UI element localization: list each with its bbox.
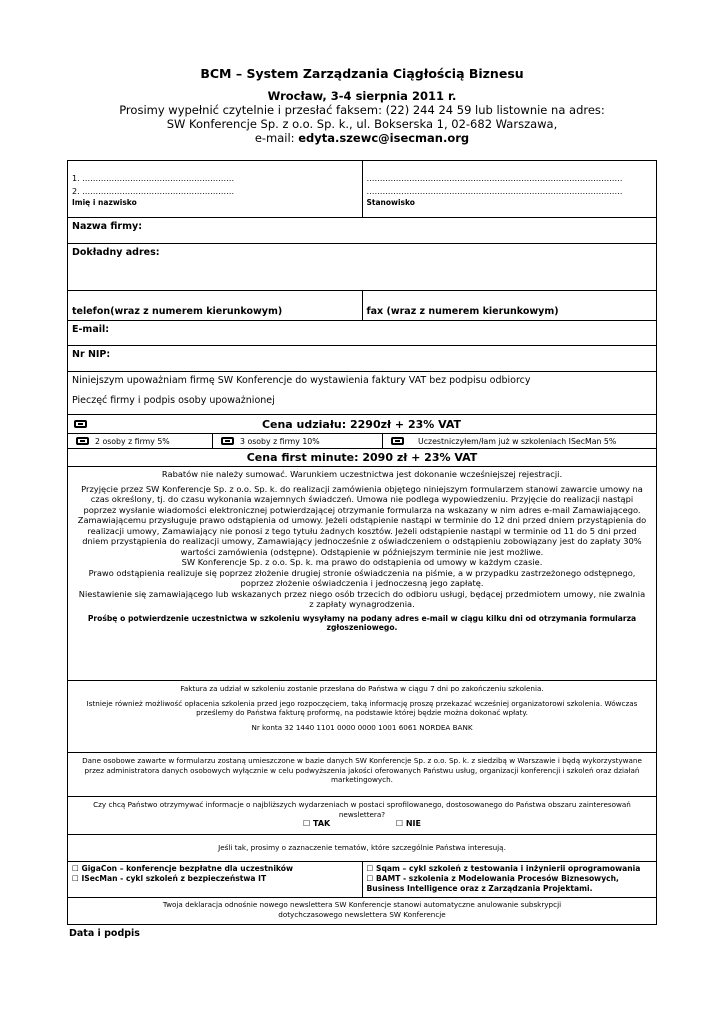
- discount-2-label: 3 osoby z firmy 10%: [240, 436, 320, 446]
- invoice-section: [68, 681, 656, 753]
- phone-fax-row: [68, 291, 656, 321]
- phone-field[interactable]: [68, 291, 362, 320]
- first-minute-row: [68, 449, 656, 467]
- terms-withdrawal: Prawo odstąpienia realizuje się poprzez złożenie drugiej stronie oświadczenia na piśmie, a w przypadku zastrzeżonego odstępnego, poprzez złożenie oświadczenia i jednoczesną jego zapłatę.: [88, 567, 636, 588]
- gigacon-label: GigaCon – konferencje bezpłatne dla uczestników: [81, 864, 294, 873]
- company-field[interactable]: [68, 218, 656, 244]
- instructions-line2: SW Konferencje Sp. z o.o. Sp. k., ul. Bokserska 1, 02-682 Warszawa,: [166, 117, 558, 131]
- position-label: Stanowisko: [366, 198, 415, 207]
- topics-left: [68, 862, 362, 897]
- position-cell[interactable]: [362, 161, 657, 217]
- newsletter-no-option[interactable]: [396, 819, 421, 828]
- bank-account: Nr konta 32 1440 1101 0000 0000 1001 6061 NORDEA BANK: [251, 722, 473, 732]
- yes-label: TAK: [313, 819, 331, 828]
- discount-option-1[interactable]: [68, 434, 212, 448]
- address-label: Dokładny adres:: [72, 247, 160, 258]
- topic-bamt[interactable]: [367, 874, 653, 894]
- no-label: NIE: [405, 819, 421, 828]
- discount-option-2[interactable]: [212, 434, 382, 448]
- phone-label: telefon(wraz z numerem kierunkowym): [72, 306, 283, 317]
- isecman-checkbox-icon[interactable]: ☐: [72, 874, 79, 883]
- main-price: Cena udziału: 2290zł + 23% VAT: [261, 417, 462, 431]
- discount-2-checkbox[interactable]: [221, 437, 234, 445]
- instructions-line1: Prosimy wypełnić czytelnie i przesłać faksem: (22) 244 24 59 lub listownie na adres:: [119, 103, 605, 117]
- terms-no-show: Niestawienie się zamawiającego lub wskazanych przez niego osób trzecich do odbioru usługi, będącej przedmiotem umowy, nie zwalnia z zapłaty wynagrodzenia.: [78, 588, 646, 609]
- gigacon-checkbox-icon[interactable]: ☐: [72, 864, 79, 873]
- company-label: Nazwa firmy:: [72, 221, 143, 232]
- position-line-1: ……………………………………………………………………………………: [366, 174, 623, 183]
- discount-1-checkbox[interactable]: [76, 437, 89, 445]
- document-header: [0, 66, 724, 145]
- name-label: Imię i nazwisko: [72, 198, 137, 207]
- topic-isecman[interactable]: [72, 874, 358, 884]
- topics-prompt-row: [68, 835, 656, 862]
- contact-email: edyta.szewc@isecman.org: [298, 131, 470, 145]
- isecman-label: ISecMan - cykl szkoleń z bezpieczeństwa IT: [81, 874, 267, 883]
- price-checkbox[interactable]: [74, 420, 87, 428]
- fax-field[interactable]: [362, 291, 657, 320]
- topics-right: [362, 862, 657, 897]
- invoice-prepay-note: Istnieje również możliwość opłacenia szkolenia przed jego rozpoczęciem, taką informację proszę przekazać wcześniej organizatorowi szkolenia. Wówczas prześlemy do Państwa fakturę proformę, na podstawie której będzie można dokonać wpłaty.: [86, 698, 638, 717]
- document-title: BCM – System Zarządzania Ciągłością Biznesu: [200, 66, 524, 81]
- email-prefix: e-mail:: [254, 131, 299, 145]
- discount-3-checkbox[interactable]: [391, 437, 404, 445]
- authorization-text: Niniejszym upoważniam firmę SW Konferencje do wystawienia faktury VAT bez podpisu odbiorcy: [72, 375, 531, 386]
- signature-label: Data i podpis: [69, 928, 140, 939]
- event-date: Wrocław, 3-4 sierpnia 2011 r.: [267, 89, 457, 103]
- topic-gigacon[interactable]: [72, 864, 358, 874]
- discount-row: [68, 434, 656, 449]
- authorization-row: [68, 372, 656, 415]
- terms-section: [68, 467, 656, 681]
- name-line-2: 2. …………………………………………………: [72, 187, 235, 196]
- nip-field[interactable]: [68, 346, 656, 372]
- newsletter-yes-option[interactable]: [303, 819, 330, 828]
- sqam-label: Sqam – cykl szkoleń z testowania i inżynierii oprogramowania: [375, 864, 641, 873]
- terms-discount-note: Rabatów nie należy sumować. Warunkiem uczestnictwa jest dokonanie wcześniejszej rejestracji.: [161, 469, 563, 479]
- name-position-row: [68, 161, 656, 218]
- discount-3-label: Uczestniczyłem/łam już w szkoleniach ISecMan 5%: [418, 436, 617, 446]
- name-line-1: 1. …………………………………………………: [72, 174, 235, 183]
- first-minute-price: Cena first minute: 2090 zł + 23% VAT: [246, 451, 478, 464]
- stamp-label: Pieczęć firmy i podpis osoby upoważnionej: [72, 395, 275, 406]
- newsletter-question-row: [68, 797, 656, 835]
- main-price-row: [68, 415, 656, 434]
- fax-label: fax (wraz z numerem kierunkowym): [366, 306, 559, 317]
- newsletter-cancel-row: [68, 898, 656, 924]
- terms-confirmation: Prośbę o potwierdzenie uczestnictwa w szkoleniu wysyłamy na podany adres e-mail w ciągu kilku dni od otrzymania formularza zgłoszeniowego.: [87, 613, 637, 632]
- terms-contract: Przyjęcie przez SW Konferencje Sp. z o.o. Sp. k. do realizacji zamówienia objętego niniejszym formularzem stanowi zawarcie umowy na czas określony, tj. do czasu wykonania wzajemnych świadczeń. Umowa nie podlega wypowiedzeniu. Przyjęcie do realizacji nastąpi poprzez wysłanie wiadomości elektronicznej potwierdzającej otrzymanie formularza na wskazany w nim adres e-mail Zamawiającego. Zamawiającemu przysługuje prawo odstąpienia od umowy. Jeżeli odstąpienie nastąpi w terminie do 12 dni przed dniem przystąpienia do realizacji umowy, Zamawiający nie ponosi z tego tytułu żadnych kosztów. Jeżeli odstąpienie nastąpi w terminie od 11 do 5 dni przed dniem przystąpienia do realizacji umowy, Zamawiający jednocześnie z oświadczeniem o odstąpieniu zobowiązany jest do zapłaty 30% wartości zamówienia (odstępne). Odstąpienie w późniejszym terminie nie jest możliwe.: [77, 483, 647, 557]
- topic-sqam[interactable]: [367, 864, 653, 874]
- address-field[interactable]: [68, 244, 656, 291]
- email-label: E-mail:: [72, 324, 110, 335]
- privacy-section: [68, 753, 656, 797]
- nip-label: Nr NIP:: [72, 349, 111, 360]
- invoice-note: Faktura za udział w szkoleniu zostanie przesłana do Państwa w ciągu 7 dni po zakończeniu szkolenia.: [180, 684, 544, 693]
- email-field[interactable]: [68, 321, 656, 346]
- position-line-2: ……………………………………………………………………………………: [366, 187, 623, 196]
- topics-prompt: Jeśli tak, prosimy o zaznaczenie tematów, które szczególnie Państwa interesują.: [218, 843, 506, 853]
- terms-organizer-right: SW Konferencje Sp. z o.o. Sp. k. ma prawo do odstąpienia od umowy w każdym czasie.: [181, 557, 543, 567]
- contact-email-line: [0, 131, 724, 145]
- discount-1-label: 2 osoby z firmy 5%: [95, 436, 170, 446]
- privacy-text: Dane osobowe zawarte w formularzu zostaną umieszczone w bazie danych SW Konferencje Sp. z o.o. Sp. k. z siedzibą w Warszawie i będą wykorzystywane przez administratora danych osobowych wyłącznie w celu podwyższenia jakości oferowanych Państwu usług, organizacji konferencji i szkoleń oraz działań marketingowych.: [82, 756, 642, 784]
- registration-form: [67, 160, 657, 925]
- bamt-label: BAMT - szkolenia z Modelowania Procesów Biznesowych, Business Intelligence oraz z Zarządzania Projektami.: [366, 874, 619, 893]
- yes-checkbox-icon[interactable]: ☐: [303, 819, 311, 828]
- newsletter-question: Czy chcą Państwo otrzymywać informacje o najbliższych wydarzeniach w postaci sprofilowanego, dostosowanego do Państwa obszaru zainteresowań newslettera?: [93, 800, 631, 819]
- discount-option-3[interactable]: [382, 434, 656, 448]
- newsletter-cancel-note: Twoja deklaracja odnośnie nowego newslettera SW Konferencje stanowi automatyczne anulowanie subskrypcji dotychczasowego newslettera SW Konferencje: [162, 900, 562, 919]
- sqam-checkbox-icon[interactable]: ☐: [366, 864, 374, 873]
- name-cell[interactable]: [68, 161, 362, 217]
- no-checkbox-icon[interactable]: ☐: [395, 819, 404, 828]
- bamt-checkbox-icon[interactable]: ☐: [366, 874, 374, 883]
- topics-row: [68, 862, 656, 898]
